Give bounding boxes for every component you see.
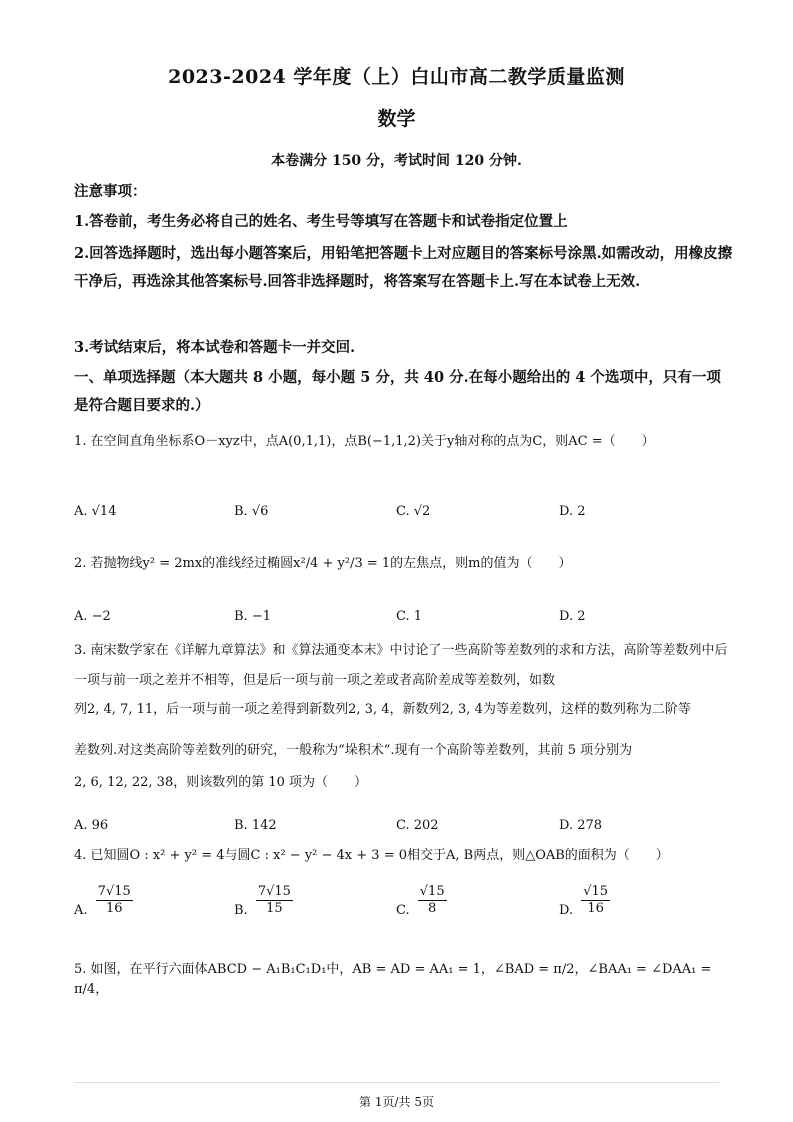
footer-divider xyxy=(74,1082,719,1083)
question-5-text: 5. 如图，在平行六面体ABCD − A₁B₁C₁D₁中，AB = AD = AA₁ = 1，∠BAD = π/2，∠BAA₁ = ∠DAA₁ = π/4， xyxy=(74,962,712,997)
q2-option-b: B. −1 xyxy=(234,609,271,624)
q4-option-c-fraction xyxy=(418,884,447,917)
note-item-3: 3.考试结束后，将本试卷和答题卡一并交回. xyxy=(74,339,356,356)
q4-option-c-label: C. xyxy=(396,903,410,918)
q2-option-a: A. −2 xyxy=(74,609,111,624)
q4-option-a-label: A. xyxy=(74,903,88,918)
q4-a-denominator: 16 xyxy=(105,901,123,916)
full-score-line: 本卷满分 150 分，考试时间 120 分钟. xyxy=(271,153,522,169)
q4-d-numerator: √15 xyxy=(583,884,609,899)
notes-heading: 注意事项： xyxy=(74,183,147,200)
question-1-text: 1. 在空间直角坐标系O－xyz中，点A(0,1,1)，点B(−1,1,2)关于y轴对称的点为C，则AC =（ ） xyxy=(74,434,655,449)
q1-option-d: D. 2 xyxy=(559,504,586,519)
q4-option-c xyxy=(396,884,447,917)
q4-b-denominator: 15 xyxy=(266,901,283,916)
exam-title: 2023-2024 学年度（上）白山市高二教学质量监测 xyxy=(168,66,625,88)
q4-option-a-fraction xyxy=(96,884,133,917)
q1-option-c: C. √2 xyxy=(396,504,431,519)
q3-option-a: A. 96 xyxy=(74,818,109,833)
q4-b-numerator: 7√15 xyxy=(257,884,291,899)
question-3-text-4: 2, 6, 12, 22, 38，则该数列的第 10 项为（ ） xyxy=(74,775,368,790)
question-4-text: 4. 已知圆O : x² + y² = 4与圆C : x² − y² − 4x + 3 = 0相交于A, B两点，则△OAB的面积为（ ） xyxy=(74,848,669,863)
q2-option-c: C. 1 xyxy=(396,609,423,624)
q4-option-b-fraction xyxy=(256,884,293,917)
question-3-text-3: 差数列.对这类高阶等差数列的研究，一般称为“垛积术”.现有一个高阶等差数列，其前 5 项分别为 xyxy=(74,743,633,758)
q4-option-d xyxy=(559,884,610,917)
q4-option-b-label: B. xyxy=(234,903,248,918)
q4-c-numerator: √15 xyxy=(419,884,445,899)
q4-c-denominator: 8 xyxy=(428,901,437,916)
q1-option-a: A. √14 xyxy=(74,504,117,519)
note-item-2: 2.回答选择题时，选出每小题答案后，用铅笔把答题卡上对应题目的答案标号涂黑.如需改动，用橡皮擦干净后，再选涂其他答案标号.回答非选择题时，将答案写在答题卡上.写在本试卷上无效. xyxy=(74,245,733,290)
note-item-1: 1.答卷前，考生务必将自己的姓名、考生号等填写在答题卡和试卷指定位置上 xyxy=(74,213,568,230)
q4-option-b xyxy=(234,884,293,917)
q3-option-d: D. 278 xyxy=(559,818,603,833)
question-3-text-1: 3. 南宋数学家在《详解九章算法》和《算法通变本末》中讨论了一些高阶等差数列的求和方法，高阶等差数列中后一项与前一项之差并不相等，但是后一项与前一项之差或者高阶差成等差数列，如数 xyxy=(74,643,728,688)
question-3-text-2: 列2, 4, 7, 11，后一项与前一项之差得到新数列2, 3, 4，新数列2, 3, 4为等差数列，这样的数列称为二阶等 xyxy=(74,702,691,717)
q4-d-denominator: 16 xyxy=(587,901,604,916)
subject-title: 数学 xyxy=(377,108,416,130)
page-number: 第 1页/共 5页 xyxy=(359,1095,434,1109)
q4-option-a xyxy=(74,884,133,917)
q4-option-d-label: D. xyxy=(559,903,574,918)
q3-option-c: C. 202 xyxy=(396,818,439,833)
q4-a-numerator: 7√15 xyxy=(97,884,131,899)
q1-option-b: B. √6 xyxy=(234,504,269,519)
question-2-text: 2. 若抛物线y² = 2mx的准线经过椭圆x²/4 + y²/3 = 1的左焦点，则m的值为（ ） xyxy=(74,556,572,571)
section-1-heading: 一、单项选择题（本大题共 8 小题，每小题 5 分，共 40 分.在每小题给出的 4 个选项中，只有一项是符合题目要求的.） xyxy=(74,369,721,414)
q2-option-d: D. 2 xyxy=(559,609,586,624)
q3-option-b: B. 142 xyxy=(234,818,277,833)
q4-option-d-fraction xyxy=(581,884,610,917)
